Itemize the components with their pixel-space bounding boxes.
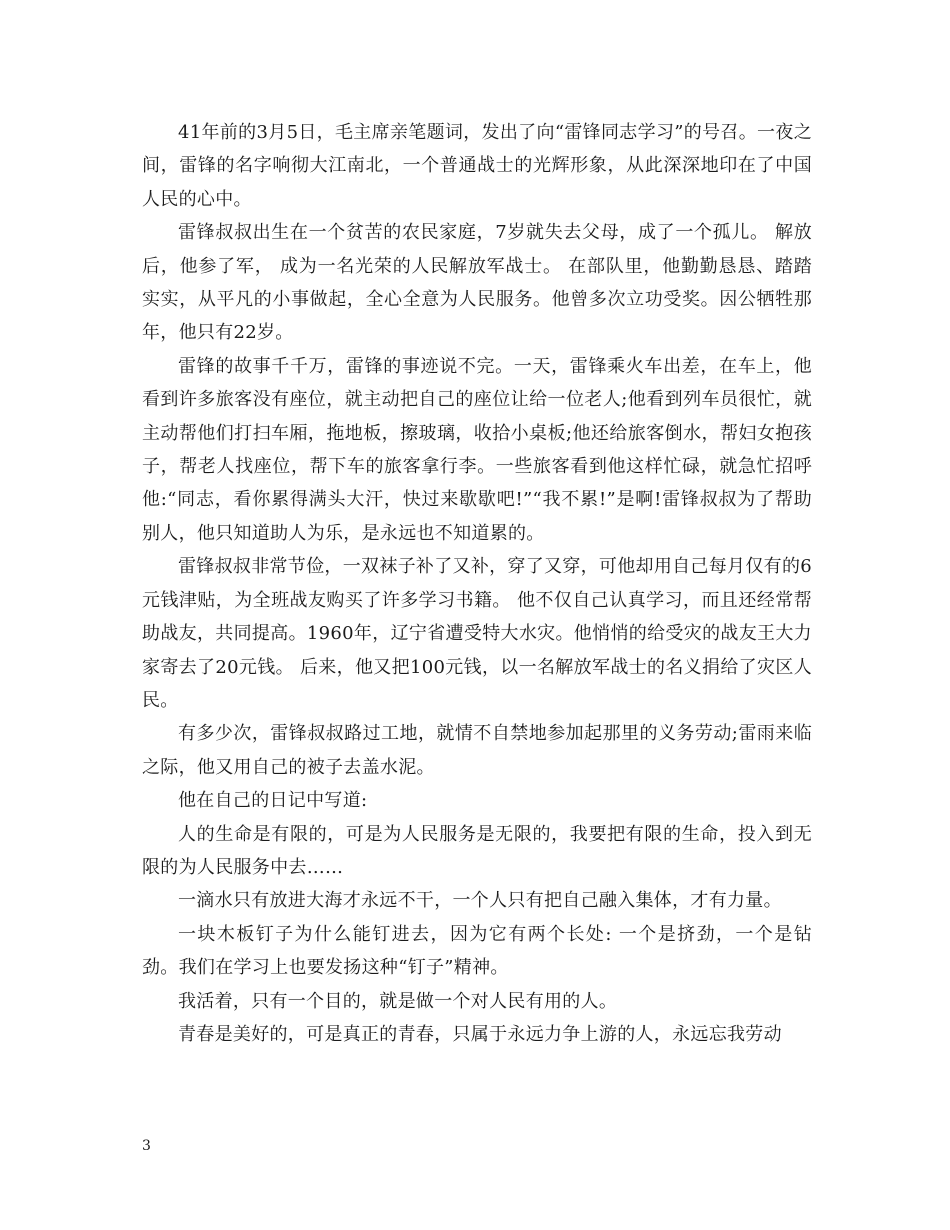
paragraph-8: 一滴水只有放进大海才永远不干，一个人只有把自己融入集体，才有力量。 [178,890,782,912]
paragraph-5: 有多少次，雷锋叔叔路过工地，就情不自禁地参加起那里的义务劳动;雷雨来临之际，他又用自己的被子去盖水泥。 [142,723,812,778]
paragraph-9: 一块木板钉子为什么能钉进去，因为它有两个长处: 一个是挤劲，一个是钻劲。我们在学习上也要发扬这种“钉子”精神。 [142,923,812,979]
paragraph-11: 青春是美好的，可是真正的青春，只属于永远力争上游的人，永远忘我劳动 [178,1023,782,1045]
paragraph-2: 雷锋叔叔出生在一个贫苦的农民家庭，7岁就失去父母，成了一个孤儿。 解放后，他参了军， 成为一名光荣的人民解放军战士。 在部队里，他勤勤恳恳、踏踏实实，从平凡的小事做起，全心全意为人民服务。他曾多次立功受奖。因公牺牲那年，他只有22岁。 [142,222,812,344]
paragraph-10: 我活着，只有一个目的，就是做一个对人民有用的人。 [178,990,618,1012]
document-body [142,116,812,1051]
paragraph-6: 他在自己的日记中写道: [178,790,368,812]
paragraph-3: 雷锋的故事千千万，雷锋的事迹说不完。一天，雷锋乘火车出差，在车上，他看到许多旅客没有座位，就主动把自己的座位让给一位老人;他看到列车员很忙，就主动帮他们打扫车厢，拖地板，擦玻璃，收拾小桌板;他还给旅客倒水，帮妇女抱孩子，帮老人找座位，帮下车的旅客拿行李。一些旅客看到他这样忙碌，就急忙招呼他:“同志，看你累得满头大汗，快过来歇歇吧!”“我不累!”是啊!雷锋叔叔为了帮助别人，他只知道助人为乐，是永远也不知道累的。 [142,355,812,544]
paragraph-1: 41年前的3月5日，毛主席亲笔题词，发出了向“雷锋同志学习”的号召。一夜之间，雷锋的名字响彻大江南北，一个普通战士的光辉形象，从此深深地印在了中国人民的心中。 [142,122,812,210]
paragraph-4: 雷锋叔叔非常节俭，一双袜子补了又补，穿了又穿，可他却用自己每月仅有的6元钱津贴，为全班战友购买了许多学习书籍。 他不仅自己认真学习，而且还经常帮助战友，共同提高。1960年，辽宁省遭受特大水灾。他悄悄的给受灾的战友王大力家寄去了20元钱。 后来，他又把100元钱，以一名解放军战士的名义捐给了灾区人民。 [142,556,812,711]
page-number: 3 [142,1138,151,1154]
paragraph-7: 人的生命是有限的，可是为人民服务是无限的，我要把有限的生命，投入到无限的为人民服务中去…… [142,823,812,878]
